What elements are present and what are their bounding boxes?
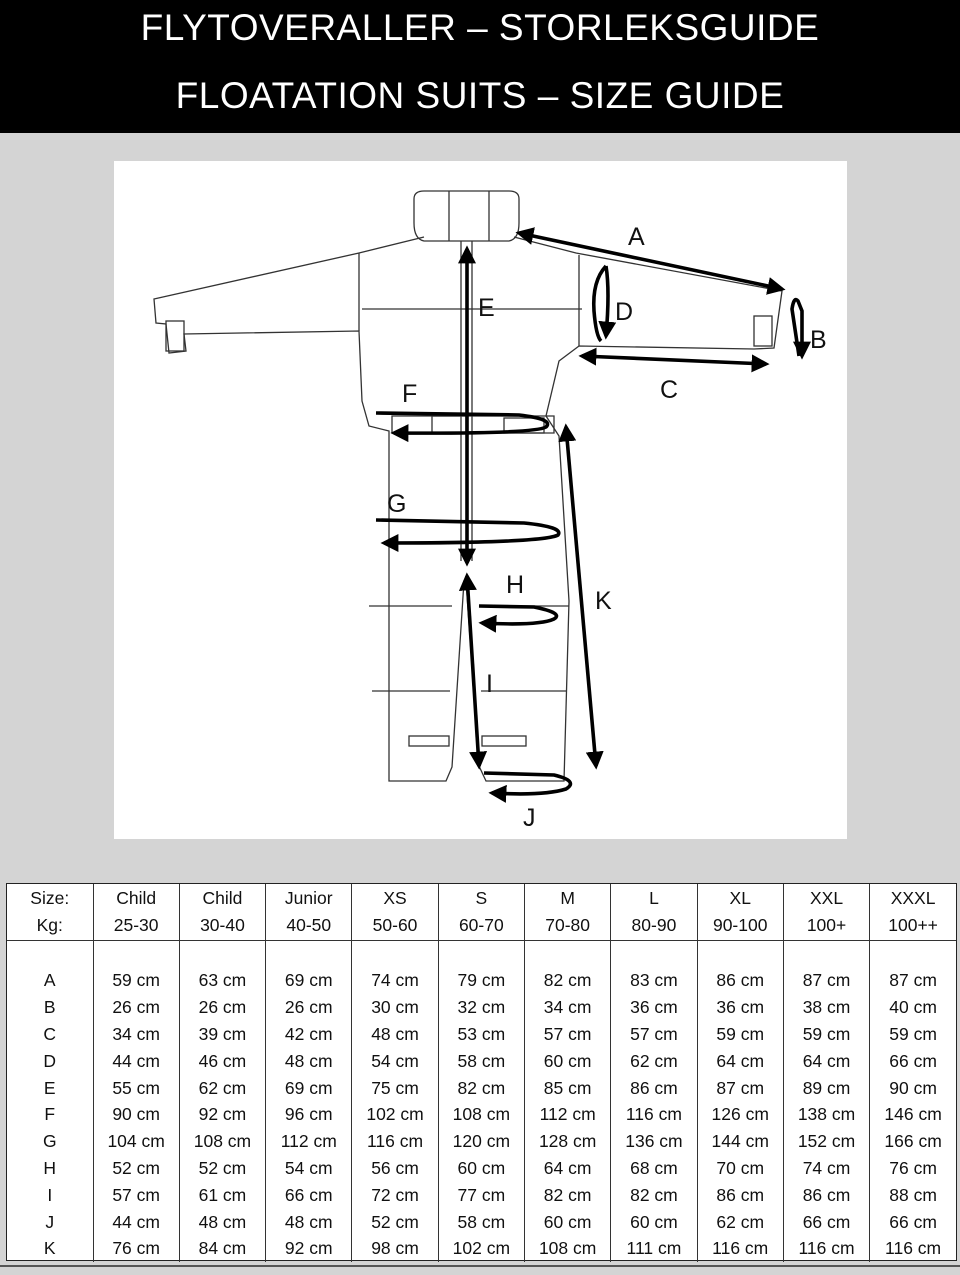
measurement-value: 58 cm xyxy=(438,1047,524,1074)
measurement-value: 26 cm xyxy=(266,994,352,1021)
measurement-value: 89 cm xyxy=(783,1074,869,1101)
measurement-value: 68 cm xyxy=(611,1155,697,1182)
measurement-value: 138 cm xyxy=(783,1101,869,1128)
measurement-key: F xyxy=(44,1104,56,1125)
measurement-value: 88 cm xyxy=(870,1181,956,1208)
measurement-value: 70 cm xyxy=(697,1155,783,1182)
size-col xyxy=(438,884,524,941)
measurement-value: 104 cm xyxy=(93,1128,179,1155)
measurement-value: 48 cm xyxy=(266,1208,352,1235)
size-kg: 60-70 xyxy=(458,915,504,935)
measurement-key: D xyxy=(43,1050,57,1071)
measurement-value: 53 cm xyxy=(438,1021,524,1048)
measurement-key: C xyxy=(43,1023,57,1044)
measurement-value: 79 cm xyxy=(438,967,524,994)
measurement-value: 56 cm xyxy=(352,1155,438,1182)
size-kg: 25-30 xyxy=(113,915,159,935)
measurement-value: 57 cm xyxy=(93,1181,179,1208)
measurement-key: A xyxy=(43,970,56,991)
measurement-value: 54 cm xyxy=(266,1155,352,1182)
size-col xyxy=(179,884,265,941)
measurement-value: 75 cm xyxy=(352,1074,438,1101)
suit-diagram xyxy=(114,161,847,839)
size-kg: 90-100 xyxy=(712,915,768,935)
size-table xyxy=(7,884,956,1262)
size-name: L xyxy=(649,888,659,908)
size-name: Child xyxy=(202,888,243,908)
measurement-value: 40 cm xyxy=(870,994,956,1021)
size-col xyxy=(524,884,610,941)
measurement-key: B xyxy=(43,997,56,1018)
label-h: H xyxy=(506,571,525,599)
size-header-row xyxy=(7,884,956,941)
measurement-key: K xyxy=(43,1238,56,1259)
size-table-container xyxy=(6,883,957,1261)
label-k: K xyxy=(595,587,612,615)
measurement-value: 52 cm xyxy=(352,1208,438,1235)
measurement-value: 96 cm xyxy=(266,1101,352,1128)
arrow-d xyxy=(594,266,608,341)
measurement-row-h xyxy=(7,1155,956,1182)
measurement-row-e xyxy=(7,1074,956,1101)
measurement-value: 38 cm xyxy=(783,994,869,1021)
measurement-value: 76 cm xyxy=(870,1155,956,1182)
measurement-value: 57 cm xyxy=(611,1021,697,1048)
measurement-value: 83 cm xyxy=(611,967,697,994)
measurement-value: 72 cm xyxy=(352,1181,438,1208)
measurement-value: 59 cm xyxy=(93,967,179,994)
arrow-i xyxy=(467,576,479,766)
measurement-value: 42 cm xyxy=(266,1021,352,1048)
arrow-h xyxy=(479,606,557,624)
label-f: F xyxy=(402,380,418,408)
measurement-value: 48 cm xyxy=(352,1021,438,1048)
size-name: XL xyxy=(729,888,751,908)
measurement-value: 112 cm xyxy=(524,1101,610,1128)
measurement-value: 144 cm xyxy=(697,1128,783,1155)
measurement-value: 86 cm xyxy=(783,1181,869,1208)
measurement-value: 61 cm xyxy=(179,1181,265,1208)
measurement-value: 48 cm xyxy=(266,1047,352,1074)
measurement-value: 52 cm xyxy=(179,1155,265,1182)
measurement-value: 90 cm xyxy=(93,1101,179,1128)
measurement-value: 87 cm xyxy=(783,967,869,994)
measurement-value: 111 cm xyxy=(611,1235,697,1262)
arrow-j xyxy=(484,773,570,794)
label-i: I xyxy=(486,670,493,698)
spacer-row xyxy=(7,941,956,968)
measurement-value: 26 cm xyxy=(179,994,265,1021)
size-name: M xyxy=(560,888,575,908)
arrow-b xyxy=(792,300,802,356)
size-col xyxy=(93,884,179,941)
measurement-value: 62 cm xyxy=(179,1074,265,1101)
measurement-value: 136 cm xyxy=(611,1128,697,1155)
measurement-row-d xyxy=(7,1047,956,1074)
measurement-value: 54 cm xyxy=(352,1047,438,1074)
measurement-value: 82 cm xyxy=(438,1074,524,1101)
label-b: B xyxy=(810,326,827,354)
size-col xyxy=(266,884,352,941)
measurement-key: J xyxy=(45,1211,55,1232)
measurement-value: 59 cm xyxy=(697,1021,783,1048)
size-kg: 80-90 xyxy=(631,915,677,935)
measurement-value: 82 cm xyxy=(524,967,610,994)
measurement-value: 92 cm xyxy=(266,1235,352,1262)
measurement-value: 87 cm xyxy=(697,1074,783,1101)
title-norwegian: FLYTOVERALLER – STORLEKSGUIDE xyxy=(140,7,820,48)
size-col xyxy=(611,884,697,941)
measurement-value: 66 cm xyxy=(870,1208,956,1235)
size-kg: 50-60 xyxy=(372,915,418,935)
measurement-value: 76 cm xyxy=(93,1235,179,1262)
measurement-value: 44 cm xyxy=(93,1047,179,1074)
arrow-c xyxy=(582,356,766,364)
measurement-value: 86 cm xyxy=(697,1181,783,1208)
measurement-key: G xyxy=(42,1131,57,1152)
measurement-value: 60 cm xyxy=(438,1155,524,1182)
measurement-row-i xyxy=(7,1181,956,1208)
measurement-row-k xyxy=(7,1235,956,1262)
measurement-value: 86 cm xyxy=(611,1074,697,1101)
measurement-key: H xyxy=(43,1157,57,1178)
measurement-row-b xyxy=(7,994,956,1021)
measurement-row-j xyxy=(7,1208,956,1235)
measurement-value: 34 cm xyxy=(524,994,610,1021)
size-kg: 30-40 xyxy=(200,915,245,935)
measurement-value: 62 cm xyxy=(611,1047,697,1074)
measurement-value: 57 cm xyxy=(524,1021,610,1048)
size-col xyxy=(783,884,869,941)
measurement-value: 128 cm xyxy=(524,1128,610,1155)
measurement-value: 69 cm xyxy=(266,967,352,994)
measurement-row-a xyxy=(7,967,956,994)
size-col xyxy=(697,884,783,941)
measurement-value: 87 cm xyxy=(870,967,956,994)
measurement-value: 90 cm xyxy=(870,1074,956,1101)
measurement-value: 108 cm xyxy=(438,1101,524,1128)
measurement-value: 166 cm xyxy=(870,1128,956,1155)
measurement-value: 30 cm xyxy=(352,994,438,1021)
suit-illustration xyxy=(114,161,847,839)
measurement-value: 66 cm xyxy=(266,1181,352,1208)
size-kg: 100++ xyxy=(888,915,938,935)
measurement-value: 116 cm xyxy=(352,1128,438,1155)
measurement-value: 92 cm xyxy=(179,1101,265,1128)
measurement-value: 82 cm xyxy=(524,1181,610,1208)
size-col xyxy=(352,884,438,941)
size-name: XXXL xyxy=(890,888,936,908)
measurement-value: 60 cm xyxy=(524,1047,610,1074)
label-d: D xyxy=(615,298,634,326)
label-e: E xyxy=(478,294,495,322)
measurement-value: 59 cm xyxy=(783,1021,869,1048)
measurement-value: 32 cm xyxy=(438,994,524,1021)
measurement-arrows xyxy=(376,233,802,794)
measurement-value: 152 cm xyxy=(783,1128,869,1155)
measurement-value: 58 cm xyxy=(438,1208,524,1235)
measurement-value: 64 cm xyxy=(524,1155,610,1182)
size-kg: 70-80 xyxy=(545,915,591,935)
arrow-k xyxy=(566,427,596,766)
measurement-value: 39 cm xyxy=(179,1021,265,1048)
measurement-value: 48 cm xyxy=(179,1208,265,1235)
measurement-value: 60 cm xyxy=(611,1208,697,1235)
size-label: Size: xyxy=(30,888,70,908)
measurement-value: 59 cm xyxy=(870,1021,956,1048)
measurement-row-g xyxy=(7,1128,956,1155)
measurement-key: E xyxy=(43,1077,56,1098)
measurement-value: 108 cm xyxy=(179,1128,265,1155)
size-kg: 100+ xyxy=(806,915,847,935)
measurement-value: 85 cm xyxy=(524,1074,610,1101)
measurement-value: 84 cm xyxy=(179,1235,265,1262)
measurement-value: 36 cm xyxy=(697,994,783,1021)
measurement-value: 77 cm xyxy=(438,1181,524,1208)
measurement-value: 46 cm xyxy=(179,1047,265,1074)
measurement-value: 64 cm xyxy=(697,1047,783,1074)
header-labels xyxy=(7,884,93,941)
measurement-value: 108 cm xyxy=(524,1235,610,1262)
measurement-value: 44 cm xyxy=(93,1208,179,1235)
label-j: J xyxy=(523,804,536,832)
label-c: C xyxy=(660,376,679,404)
kg-label: Kg: xyxy=(36,915,63,935)
measurement-value: 116 cm xyxy=(870,1235,956,1262)
size-name: Junior xyxy=(284,888,333,908)
measurement-value: 60 cm xyxy=(524,1208,610,1235)
label-a: A xyxy=(628,223,645,251)
measurement-value: 26 cm xyxy=(93,994,179,1021)
measurement-value: 146 cm xyxy=(870,1101,956,1128)
measurement-value: 55 cm xyxy=(93,1074,179,1101)
measurement-value: 120 cm xyxy=(438,1128,524,1155)
measurement-value: 82 cm xyxy=(611,1181,697,1208)
size-name: XXL xyxy=(809,888,844,908)
measurement-value: 74 cm xyxy=(783,1155,869,1182)
measurement-value: 74 cm xyxy=(352,967,438,994)
measurement-key: I xyxy=(47,1184,53,1205)
measurement-value: 102 cm xyxy=(438,1235,524,1262)
measurement-rows xyxy=(7,941,956,1262)
title-english: FLOATATION SUITS – SIZE GUIDE xyxy=(175,75,785,116)
measurement-value: 64 cm xyxy=(783,1047,869,1074)
label-g: G xyxy=(387,490,407,518)
measurement-value: 66 cm xyxy=(783,1208,869,1235)
measurement-value: 62 cm xyxy=(697,1208,783,1235)
measurement-value: 116 cm xyxy=(611,1101,697,1128)
measurement-value: 34 cm xyxy=(93,1021,179,1048)
measurement-value: 116 cm xyxy=(783,1235,869,1262)
measurement-value: 86 cm xyxy=(697,967,783,994)
measurement-value: 52 cm xyxy=(93,1155,179,1182)
bottom-divider xyxy=(0,1265,960,1267)
measurement-value: 66 cm xyxy=(870,1047,956,1074)
measurement-value: 102 cm xyxy=(352,1101,438,1128)
measurement-value: 69 cm xyxy=(266,1074,352,1101)
measurement-value: 116 cm xyxy=(697,1235,783,1262)
size-kg: 40-50 xyxy=(286,915,332,935)
arrow-a xyxy=(519,233,782,289)
measurement-row-f xyxy=(7,1101,956,1128)
measurement-row-c xyxy=(7,1021,956,1048)
measurement-value: 126 cm xyxy=(697,1101,783,1128)
measurement-value: 36 cm xyxy=(611,994,697,1021)
measurement-value: 98 cm xyxy=(352,1235,438,1262)
measurement-value: 112 cm xyxy=(266,1128,352,1155)
size-name: XS xyxy=(383,888,407,908)
size-name: S xyxy=(475,888,488,908)
measurement-value: 63 cm xyxy=(179,967,265,994)
size-col xyxy=(870,884,956,941)
size-name: Child xyxy=(116,888,157,908)
page-header xyxy=(0,0,960,133)
